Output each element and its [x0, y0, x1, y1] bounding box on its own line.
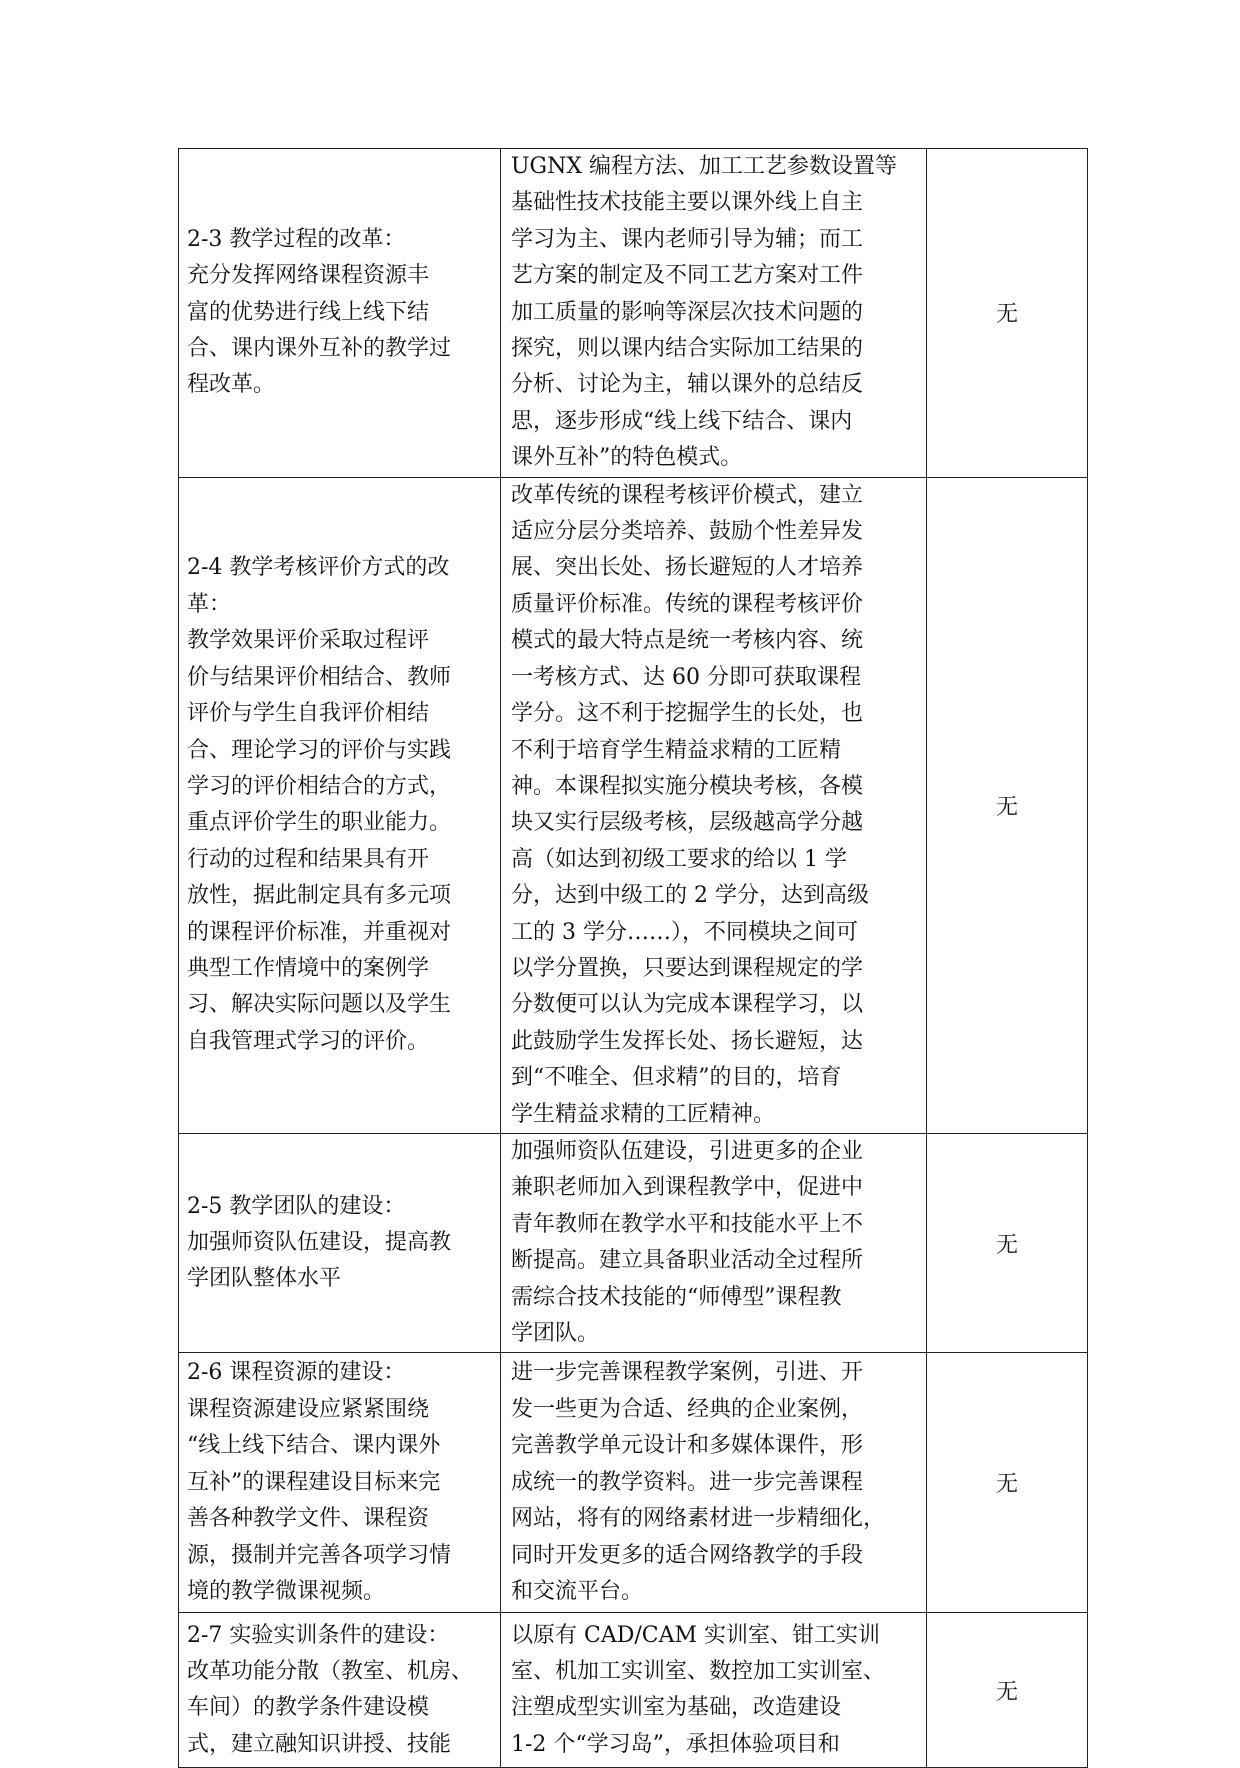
note-cell: 无 [927, 1133, 1088, 1352]
measures-cell [501, 477, 927, 1133]
note-cell: 无 [927, 1613, 1088, 1768]
note-cell: 无 [927, 1353, 1088, 1613]
reform-item-text: 2-6 课程资源的建设： 课程资源建设应紧紧围绕 “线上线下结合、课内课外 互补”的课程建设目标来完 善各种教学文件、课程资 源，摄制并完善各项学习情 境的教学微课视频。 [187, 1360, 452, 1604]
table-row [179, 477, 1088, 1133]
table-row [179, 149, 1088, 478]
measures-text: 加强师资队伍建设，引进更多的企业 兼职老师加入到课程教学中，促进中 青年教师在教学水平和技能水平上不 断提高。建立具备职业活动全过程所 需综合技术技能的“师傅型”课程教 学团队。 [511, 1138, 864, 1346]
measures-cell [501, 1133, 927, 1352]
reform-item-cell [179, 1133, 501, 1352]
reform-item-cell [179, 1613, 501, 1768]
reform-item-cell [179, 149, 501, 478]
reform-item-text: 2-7 实验实训条件的建设： 改革功能分散（教室、机房、 车间）的教学条件建设模 式，建立融知识讲授、技能 [187, 1622, 474, 1757]
table-row [179, 1353, 1088, 1613]
table-row [179, 1133, 1088, 1352]
reform-item-cell [179, 477, 501, 1133]
measures-cell [501, 1613, 927, 1768]
measures-text: 改革传统的课程考核评价模式，建立 适应分层分类培养、鼓励个性差异发 展、突出长处、扬长避短的人才培养 质量评价标准。传统的课程考核评价 模式的最大特点是统一考核内容、统 一考核方式、达 60 分即可获取课程 学分。这不利于挖掘学生的长处，也 不利于培育学生精益求精的工匠精 神。本课程拟实施分模块考核，各模 块又实行层级考核，层级越高学分越 高（如达到初级工要求的给以 1 学 分，达到中级工的 2 学分，达到高级 工的 3 学分……），不同模块之间可 以学分置换，只要达到课程规定的学 分数便可以认为完成本课程学习，以 此鼓励学生发挥长处、扬长避短，达 到“不唯全、但求精”的目的，培育 学生精益求精的工匠精神。 [511, 482, 869, 1127]
table-row [179, 1613, 1088, 1768]
reform-item-text: 2-5 教学团队的建设： 加强师资队伍建设，提高教 学团队整体水平 [187, 1193, 452, 1292]
note-cell: 无 [927, 477, 1088, 1133]
reform-item-text: 2-4 教学考核评价方式的改 革： 教学效果评价采取过程评 价与结果评价相结合、教师 评价与学生自我评价相结 合、理论学习的评价与实践 学习的评价相结合的方式， 重点评价学生的职业能力。 行动的过程和结果具有开 放性，据此制定具有多元项 的课程评价标准，并重视对 典型工作情境中的案例学 习、解决实际问题以及学生 自我管理式学习的评价。 [187, 555, 452, 1054]
reform-measures-table [178, 148, 1088, 1768]
measures-cell [501, 149, 927, 478]
measures-text: UGNX 编程方法、加工工艺参数设置等 基础性技术技能主要以课外线上自主 学习为主、课内老师引导为辅；而工 艺方案的制定及不同工艺方案对工件 加工质量的影响等深层次技术问题的 探究，则以课内结合实际加工结果的 分析、讨论为主，辅以课外的总结反 思，逐步形成“线上线下结合、课内 课外互补”的特色模式。 [511, 154, 898, 471]
reform-item-text: 2-3 教学过程的改革： 充分发挥网络课程资源丰 富的优势进行线上线下结 合、课内课外互补的教学过 程改革。 [187, 226, 452, 398]
reform-item-cell [179, 1353, 501, 1613]
measures-cell [501, 1353, 927, 1613]
measures-text: 进一步完善课程教学案例，引进、开 发一些更为合适、经典的企业案例， 完善教学单元设计和多媒体课件，形 成统一的教学资料。进一步完善课程 网站，将有的网络素材进一步精细化， 同时开发更多的适合网络教学的手段 和交流平台。 [511, 1360, 886, 1604]
measures-text: 以原有 CAD/CAM 实训室、钳工实训 室、机加工实训室、数控加工实训室、 注塑成型实训室为基础，改造建设 1-2 个“学习岛”，承担体验项目和 [511, 1622, 886, 1757]
note-cell: 无 [927, 149, 1088, 478]
